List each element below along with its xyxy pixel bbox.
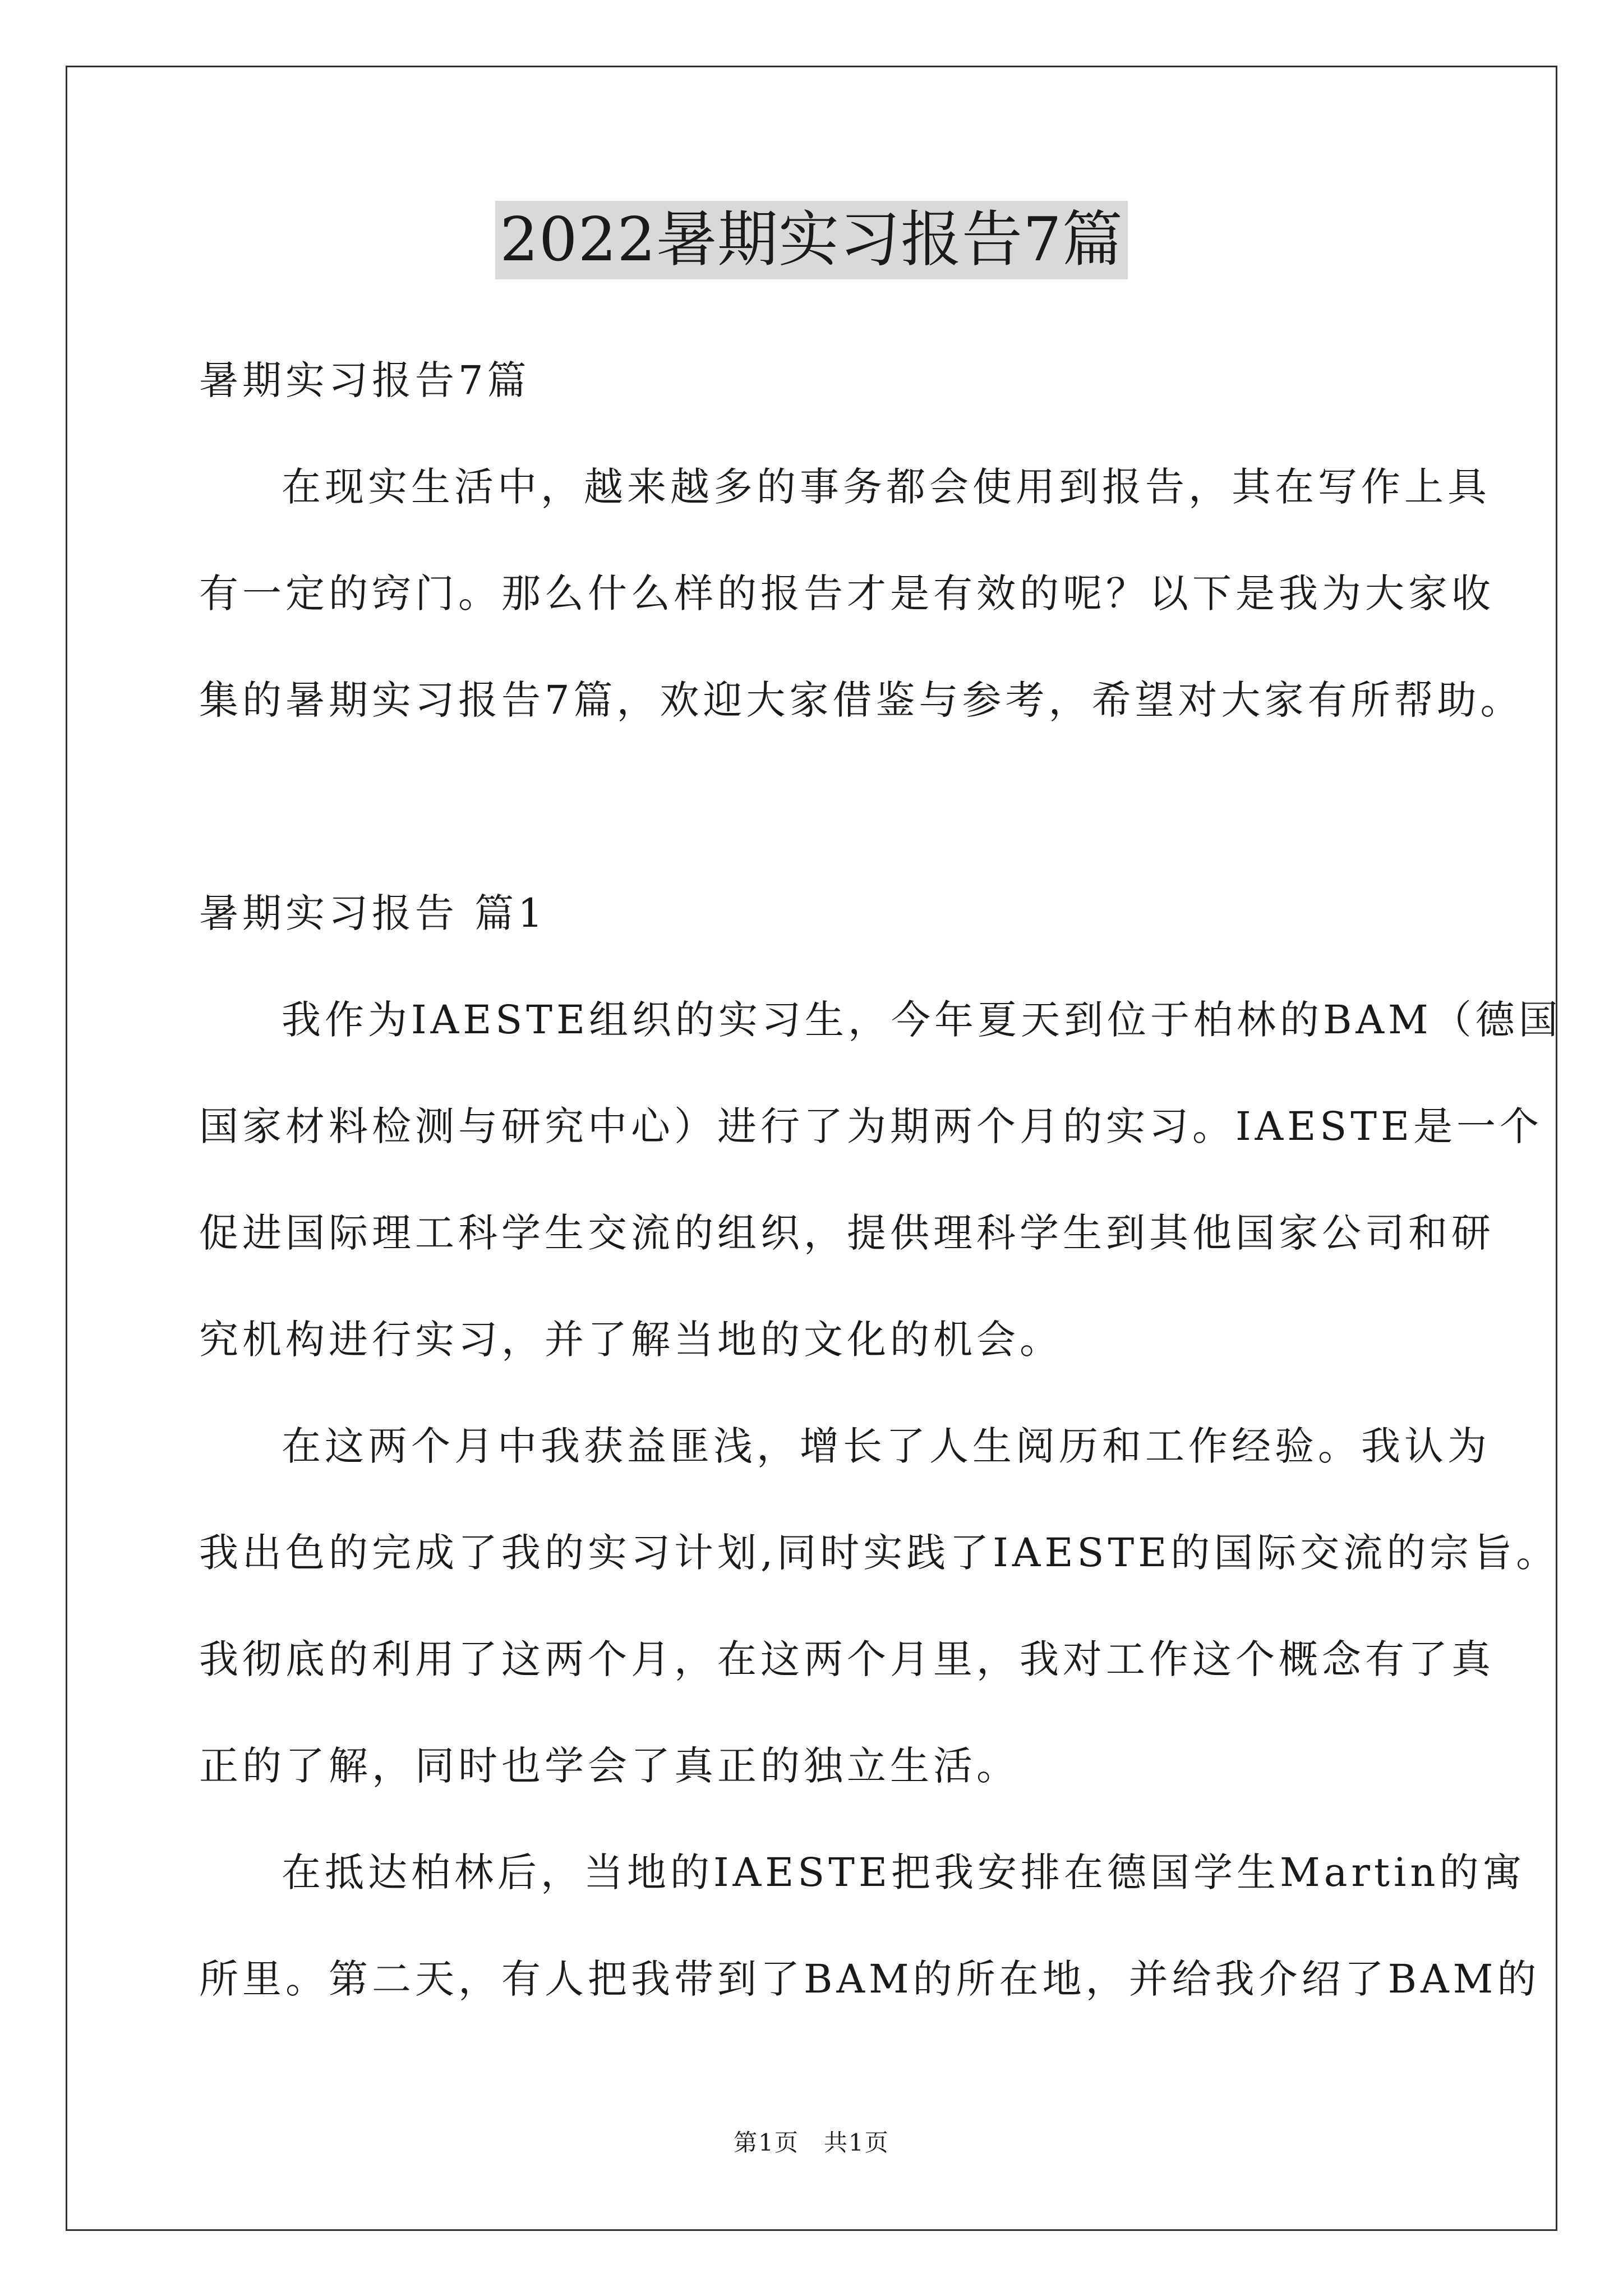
title-container (0, 201, 1623, 279)
intro-line: 有一定的窍门。那么什么样的报告才是有效的呢？以下是我为大家收 (199, 570, 1495, 616)
intro-line: 在现实生活中，越来越多的事务都会使用到报告，其在写作上具 (282, 464, 1491, 510)
paragraph-line: 促进国际理工科学生交流的组织，提供理科学生到其他国家公司和研 (199, 1210, 1495, 1256)
paragraph-line: 究机构进行实习，并了解当地的文化的机会。 (199, 1317, 1063, 1363)
section-heading: 暑期实习报告 篇1 (199, 890, 547, 936)
paragraph-line: 所里。第二天，有人把我带到了BAM的所在地，并给我介绍了BAM的 (199, 1956, 1541, 2002)
paragraph-line: 国家材料检测与研究中心）进行了为期两个月的实习。IAESTE是一个 (199, 1103, 1543, 1149)
paragraph-line: 在这两个月中我获益匪浅，增长了人生阅历和工作经验。我认为 (282, 1423, 1491, 1469)
paragraph-line: 正的了解，同时也学会了真正的独立生活。 (199, 1743, 1020, 1789)
paragraph-line: 在抵达柏林后，当地的IAESTE把我安排在德国学生Martin的寓 (282, 1849, 1526, 1895)
intro-line: 集的暑期实习报告7篇，欢迎大家借鉴与参考，希望对大家有所帮助。 (199, 677, 1524, 723)
document-title: 2022暑期实习报告7篇 (495, 201, 1128, 279)
paragraph-line: 我作为IAESTE组织的实习生，今年夏天到位于柏林的BAM（德国 (282, 997, 1562, 1043)
paragraph-line: 我出色的完成了我的实习计划,同时实践了IAESTE的国际交流的宗旨。 (199, 1530, 1560, 1576)
paragraph-line: 我彻底的利用了这两个月，在这两个月里，我对工作这个概念有了真 (199, 1636, 1495, 1682)
document-subtitle: 暑期实习报告7篇 (199, 357, 531, 403)
page-number-footer: 第1页 共1页 (734, 2129, 889, 2156)
